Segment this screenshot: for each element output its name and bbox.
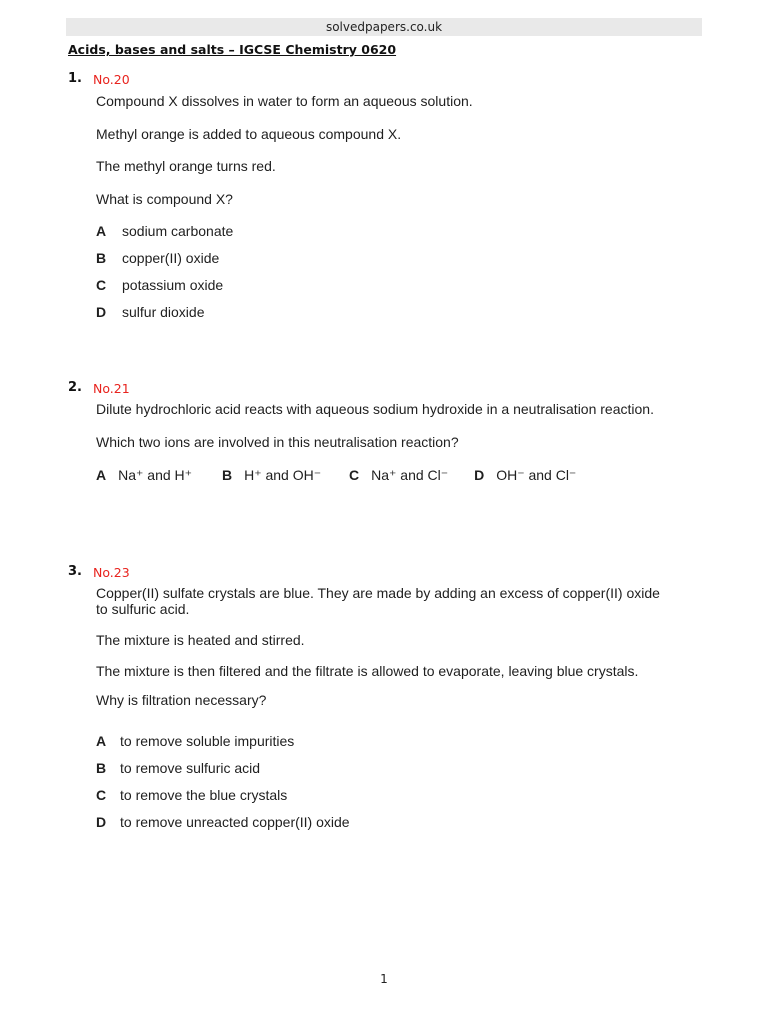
option-text: potassium oxide bbox=[122, 277, 224, 293]
option-letter: C bbox=[96, 787, 107, 803]
answer-option-c[interactable] bbox=[96, 277, 223, 293]
option-text: sodium carbonate bbox=[122, 223, 234, 239]
option-letter: A bbox=[96, 223, 107, 239]
answer-option-b[interactable] bbox=[222, 467, 321, 484]
document-title: Acids, bases and salts – IGCSE Chemistry 0620 bbox=[68, 42, 397, 57]
question-stem-line: Which two ions are involved in this neutralisation reaction? bbox=[96, 434, 459, 450]
answer-option-d[interactable] bbox=[96, 304, 205, 320]
question-reference: No.20 bbox=[93, 72, 130, 87]
option-text: to remove the blue crystals bbox=[120, 787, 288, 803]
question-number: 2. bbox=[68, 380, 82, 395]
option-letter: C bbox=[349, 467, 360, 483]
question-reference: No.23 bbox=[93, 565, 130, 580]
option-letter: A bbox=[96, 467, 107, 483]
question-stem-line: Compound X dissolves in water to form an aqueous solution. bbox=[96, 93, 473, 109]
answer-option-b[interactable] bbox=[96, 250, 219, 266]
question-stem-line: Methyl orange is added to aqueous compound X. bbox=[96, 126, 402, 142]
question-stem-line: Why is filtration necessary? bbox=[96, 692, 267, 708]
answer-option-d[interactable] bbox=[96, 814, 350, 830]
question-number: 1. bbox=[68, 71, 82, 86]
option-letter: B bbox=[96, 250, 107, 266]
question-stem-line: to sulfuric acid. bbox=[96, 601, 190, 617]
answer-option-a[interactable] bbox=[96, 223, 233, 239]
answer-option-a[interactable] bbox=[96, 467, 192, 484]
option-letter: B bbox=[96, 760, 107, 776]
option-letter: D bbox=[474, 467, 485, 483]
page-number: 1 bbox=[380, 972, 388, 986]
option-text: to remove sulfuric acid bbox=[120, 760, 261, 776]
option-text: OH⁻ and Cl⁻ bbox=[496, 467, 577, 483]
question-stem-line: The mixture is heated and stirred. bbox=[96, 632, 305, 648]
option-letter: D bbox=[96, 814, 107, 830]
answer-options-row bbox=[96, 467, 576, 484]
question-stem-line: What is compound X? bbox=[96, 191, 233, 207]
option-text: to remove soluble impurities bbox=[120, 733, 295, 749]
option-text: Na⁺ and H⁺ bbox=[118, 467, 193, 483]
question-stem-line: The methyl orange turns red. bbox=[96, 158, 276, 174]
answer-option-a[interactable] bbox=[96, 733, 294, 749]
answer-option-c[interactable] bbox=[349, 467, 448, 484]
question-stem-line: Dilute hydrochloric acid reacts with aqueous sodium hydroxide in a neutralisation reaction. bbox=[96, 401, 654, 417]
site-header bbox=[66, 18, 702, 36]
option-text: to remove unreacted copper(II) oxide bbox=[120, 814, 350, 830]
option-letter: A bbox=[96, 733, 107, 749]
answer-option-c[interactable] bbox=[96, 787, 287, 803]
answer-option-d[interactable] bbox=[474, 467, 576, 484]
option-text: Na⁺ and Cl⁻ bbox=[371, 467, 449, 483]
option-letter: B bbox=[221, 467, 233, 483]
question-stem-line: The mixture is then filtered and the filtrate is allowed to evaporate, leaving blue crystals. bbox=[96, 663, 639, 679]
option-text: H⁺ and OH⁻ bbox=[244, 467, 322, 483]
option-letter: C bbox=[96, 277, 107, 293]
option-letter: D bbox=[96, 304, 107, 320]
answer-option-b[interactable] bbox=[96, 760, 260, 776]
question-number: 3. bbox=[68, 564, 82, 579]
question-reference: No.21 bbox=[93, 381, 130, 396]
option-text: copper(II) oxide bbox=[122, 250, 220, 266]
option-text: sulfur dioxide bbox=[122, 304, 205, 320]
site-name: solvedpapers.co.uk bbox=[325, 20, 443, 34]
question-stem-line: Copper(II) sulfate crystals are blue. They are made by adding an excess of copper(II) oxide bbox=[96, 585, 660, 601]
